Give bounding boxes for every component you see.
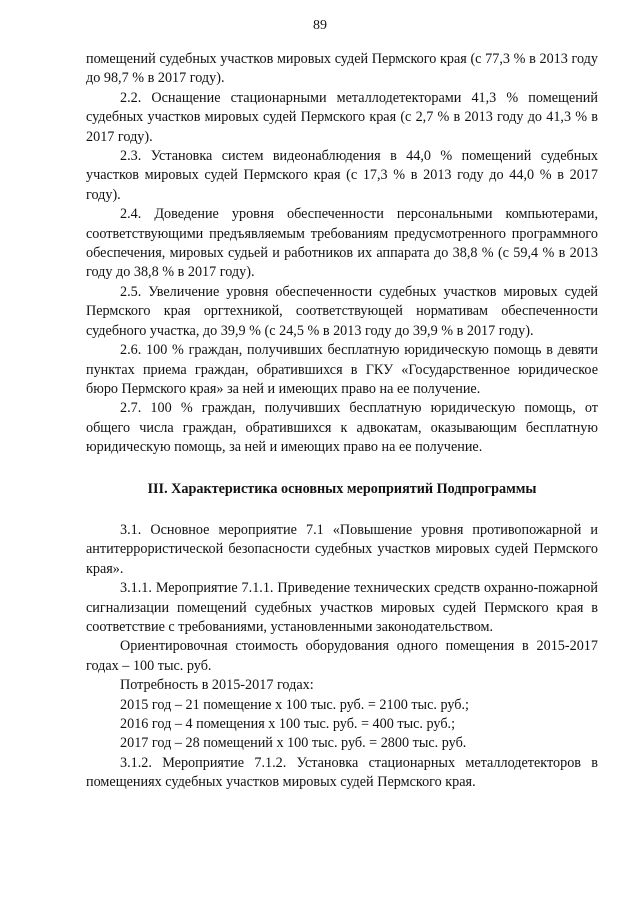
paragraph-2016: 2016 год – 4 помещения х 100 тыс. руб. = 400 тыс. руб.; [120, 716, 456, 732]
paragraph-continuation: помещений судебных участков мировых судей Пермского края (с 77,3 % в 2013 году до 98,7 % в 2017 году). [86, 51, 598, 87]
paragraph-2017: 2017 год – 28 помещений х 100 тыс. руб. = 2800 тыс. руб. [120, 735, 467, 752]
paragraph-3-1-1: 3.1.1. Мероприятие 7.1.1. Приведение технических средств охранно-пожарной сигнализации помещений судебных участков мировых судей Пермского края в соответствие с требованиями, установленными законодательством. [86, 580, 598, 635]
paragraph-2-6: 2.6. 100 % граждан, получивших бесплатную юридическую помощь в девяти пунктах приема граждан, обратившихся в ГКУ «Государственное юридическое бюро Пермского края» за ней и имеющих право на ее получение. [86, 342, 598, 397]
paragraph-2-3: 2.3. Установка систем видеонаблюдения в 44,0 % помещений судебных участков мировых судей Пермского края (с 17,3 % в 2013 году до 44,0 % в 2017 году). [86, 148, 598, 203]
paragraph-2-2: 2.2. Оснащение стационарными металлодетекторами 41,3 % помещений судебных участков мировых судей Пермского края (с 2,7 % в 2013 году до 41,3 % в 2017 году). [86, 89, 598, 145]
document-body [86, 50, 598, 793]
paragraph-2-5: 2.5. Увеличение уровня обеспеченности судебных участков мировых судей Пермского края оргтехникой, соответствующей нормативам обеспеченности судебного участка, до 39,9 % (с 24,5 % в 2013 году до 39,9 % в 2017 году). [86, 283, 598, 339]
paragraph-2015: 2015 год – 21 помещение х 100 тыс. руб. = 2100 тыс. руб.; [120, 696, 469, 713]
paragraph-3-1-2: 3.1.2. Мероприятие 7.1.2. Установка стационарных металлодетекторов в помещениях судебных участков мировых судей Пермского края. [86, 754, 598, 791]
paragraph-3-1: 3.1. Основное мероприятие 7.1 «Повышение уровня противопожарной и антитеррористической безопасности судебных участков мировых судей Пермского края». [86, 521, 598, 577]
paragraph-2-4: 2.4. Доведение уровня обеспеченности персональными компьютерами, соответствующими предъявляемым требованиям предусмотренного программного обеспечения, мировых судьей и работников их аппарата до 38,8 % (с 59,4 % в 2013 году до 38,8 % в 2017 году). [86, 206, 598, 281]
paragraph-need: Потребность в 2015-2017 годах: [120, 677, 314, 694]
section-heading: III. Характеристика основных мероприятий Подпрограммы [147, 480, 537, 497]
paragraph-cost: Ориентировочная стоимость оборудования одного помещения в 2015-2017 годах – 100 тыс. руб. [86, 638, 598, 674]
page-number: 89 [313, 18, 327, 33]
paragraph-2-7: 2.7. 100 % граждан, получивших бесплатную юридическую помощь, от общего числа граждан, обратившихся к адвокатам, оказывающим бесплатную юридическую помощь, за ней и имеющих право на ее получение. [86, 400, 598, 456]
